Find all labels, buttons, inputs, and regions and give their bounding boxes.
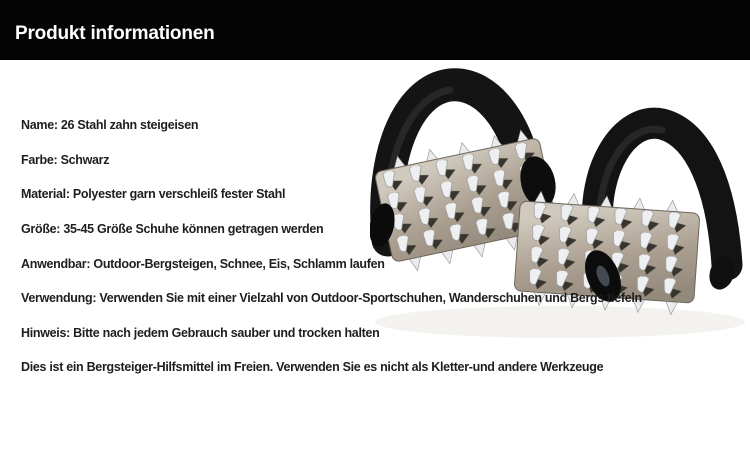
spec-line-name: Name: 26 Stahl zahn steigeisen — [21, 118, 199, 133]
spec-line-warnung: Dies ist ein Bergsteiger-Hilfsmittel im Freien. Verwenden Sie es nicht als Kletter-und andere Werkzeuge — [21, 360, 604, 375]
page-title: Produkt informationen — [15, 22, 215, 44]
spec-line-anwendbar: Anwendbar: Outdoor-Bergsteigen, Schnee, Eis, Schlamm laufen — [21, 256, 385, 271]
header-bar — [0, 0, 750, 60]
spec-list — [21, 108, 642, 385]
spec-line-hinweis: Hinweis: Bitte nach jedem Gebrauch sauber und trocken halten — [21, 325, 380, 340]
product-info-section — [0, 60, 750, 451]
spec-line-material: Material: Polyester garn verschleiß fester Stahl — [21, 187, 286, 202]
spec-line-groesse: Größe: 35-45 Größe Schuhe können getragen werden — [21, 222, 324, 237]
spec-line-verwendung: Verwendung: Verwenden Sie mit einer Vielzahl von Outdoor-Sportschuhen, Wanderschuhen und Bergs tiefeln — [21, 291, 642, 306]
spec-line-farbe: Farbe: Schwarz — [21, 152, 110, 167]
